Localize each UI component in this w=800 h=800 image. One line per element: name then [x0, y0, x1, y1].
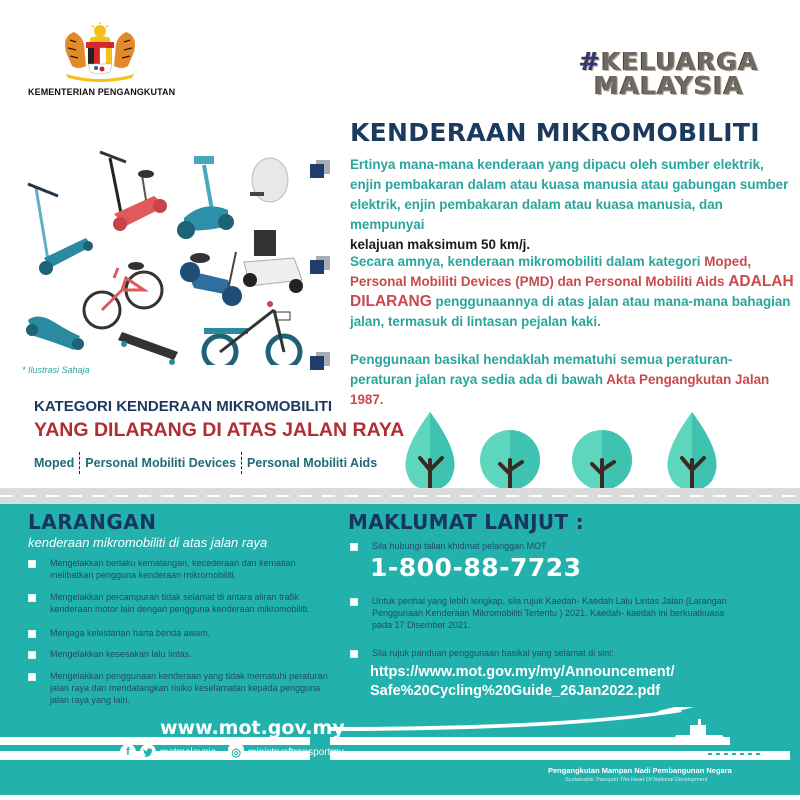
square-bullet-icon — [28, 651, 36, 659]
tagline: Pengangkutan Mampan Nadi Pembangunan Negara — [548, 766, 732, 775]
larangan-item: Mengelakkan penggunaan kenderaan yang tidak mematuhi peraturan jalan raya dan mendatangkan risiko keselamatan kepada pengguna jalan raya yang lain. — [50, 671, 328, 705]
bicycle-icon — [84, 262, 162, 328]
ship-icon — [672, 719, 730, 745]
prohibition-paragraph — [350, 252, 795, 332]
facebook-icon[interactable]: f — [120, 744, 136, 760]
page-title: KENDERAAN MIKROMOBILITI — [350, 118, 760, 147]
electric-unicycle-icon — [250, 158, 288, 202]
hashtag-line1: KELUARGA — [601, 47, 759, 76]
square-bullet-icon — [350, 598, 358, 606]
larangan-subtitle: kenderaan mikromobiliti di atas jalan raya — [28, 535, 268, 550]
e-moped-icon — [180, 252, 242, 306]
category-prohibited-title: YANG DILARANG DI ATAS JALAN RAYA — [34, 419, 405, 441]
social-media-bar — [120, 744, 344, 760]
divider — [79, 452, 80, 474]
hotline-number[interactable]: 1-800-88-7723 — [370, 553, 582, 582]
social-handle-motmalaysia[interactable]: motmalaysia — [160, 746, 217, 758]
larangan-item: Mengelakkan berlaku kemalangan, kecederaan dan kematian melibatkan pengguna kenderaan mikromobiliti. — [50, 558, 296, 580]
square-bullet-icon — [28, 594, 36, 602]
prohibition-text-1: Secara amnya, kenderaan mikromobiliti dalam kategori — [350, 254, 705, 269]
seated-scooter-icon — [100, 152, 167, 231]
prohibited-categories-text: Moped, Personal Mobiliti Devices (PMD) dan Personal Mobiliti Aids — [350, 254, 752, 289]
illustration-note: * Ilustrasi Sahaja — [22, 365, 90, 375]
url-line-1[interactable]: https://www.mot.gov.my/my/Announcement/ — [370, 664, 675, 680]
square-bullet-icon — [28, 560, 36, 568]
act-reference-text: Akta Pengangkutan Jalan 1987. — [350, 372, 770, 407]
divider — [241, 452, 242, 474]
e-bike-icon — [204, 301, 300, 365]
square-bullet-icon — [350, 650, 358, 658]
square-bullet-icon — [310, 160, 326, 176]
definition-text: Ertinya mana-mana kenderaan yang dipacu oleh sumber elektrik, enjin pembakaran dalam atau kuasa manusia atau gabungan sumber elektrik, enjin pembakaran dalam atau kuasa manusia, dan mempunyai — [350, 157, 789, 232]
larangan-item: Menjaga kelestarian harta benda awam. — [50, 628, 211, 638]
mobility-scooter-icon — [243, 230, 303, 293]
larangan-item: Mengelakkan percampuran tidak selamat di antara aliran trafik kenderaan motor lain dengan pengguna kenderaan mikromobiliti. — [50, 592, 310, 614]
airplane-icon — [658, 707, 694, 715]
square-bullet-icon — [350, 543, 358, 551]
category-item-pmd: Personal Mobiliti Devices — [85, 456, 237, 470]
square-bullet-icon — [28, 673, 36, 681]
maklumat-title: MAKLUMAT LANJUT : — [348, 510, 584, 534]
bottom-border — [0, 795, 800, 800]
regulation-info: Untuk perihal yang lebih lengkap, sila rujuk Kaedah- Kaedah Lalu Lintas Jalan (Larangan Penggunaan Kenderaan Mikromobiliti Tertentu ) 2021. Kaedah- kaedah ini berkuatkuasa pada 17 Disember 2021. — [372, 596, 727, 630]
category-item-pma: Personal Mobiliti Aids — [247, 456, 378, 470]
category-title: KATEGORI KENDERAAN MIKROMOBILITI — [34, 398, 333, 415]
hoverboard-icon — [26, 316, 84, 350]
square-bullet-icon — [28, 630, 36, 638]
square-bullet-icon — [310, 256, 326, 272]
self-balancing-scooter-icon — [177, 156, 234, 239]
instagram-icon[interactable]: ◎ — [228, 744, 244, 760]
social-handle-ministryoftransportmy[interactable]: ministryoftransportmy — [248, 746, 344, 758]
max-speed-text: kelajuan maksimum 50 km/j. — [350, 237, 531, 252]
tagline-subtitle: Sustainable Transport The Heart Of National Development — [565, 777, 708, 783]
skateboard-icon — [118, 332, 178, 365]
train-icon — [702, 751, 790, 760]
larangan-item: Mengelakkan kesesakan lalu lintas. — [50, 649, 192, 659]
url-line-2[interactable]: Safe%20Cycling%20Guide_26Jan2022.pdf — [370, 683, 661, 699]
cycling-guide-label: Sila rujuk panduan penggunaan basikal yang selamat di sini: — [372, 648, 614, 658]
ministry-name: KEMENTERIAN PENGANGKUTAN — [28, 87, 176, 97]
square-bullet-icon — [310, 352, 326, 368]
twitter-icon[interactable] — [140, 744, 156, 760]
bicycle-text: Penggunaan basikal hendaklah mematuhi semua peraturan- peraturan jalan raya sedia ada di bawah — [350, 352, 733, 387]
category-item-moped: Moped — [34, 456, 75, 470]
definition-paragraph — [350, 155, 795, 255]
category-list — [34, 452, 377, 474]
prohibition-text-2: penggunaannya di atas jalan atau mana-mana bahagian jalan, termasuk di lintasan pejalan kaki. — [350, 294, 791, 329]
hashtag-line2: MALAYSIA — [594, 71, 744, 100]
adalah-dilarang-text: ADALAH DILARANG — [350, 273, 794, 310]
keluarga-malaysia-hashtag-logo — [574, 47, 764, 100]
malaysia-coat-of-arms-logo — [52, 22, 148, 84]
kick-scooter-icon — [28, 184, 93, 275]
larangan-title: LARANGAN — [28, 510, 157, 534]
hash-symbol: # — [579, 47, 602, 76]
website-link[interactable]: www.mot.gov.my — [160, 717, 345, 739]
cycling-guide-link[interactable] — [370, 663, 675, 701]
micromobility-vehicles-illustration — [14, 140, 304, 365]
road-divider — [0, 488, 800, 504]
trees-illustration — [380, 400, 800, 490]
hotline-label: Sila hubungi talian khidmat pelanggan MOT — [372, 541, 547, 551]
